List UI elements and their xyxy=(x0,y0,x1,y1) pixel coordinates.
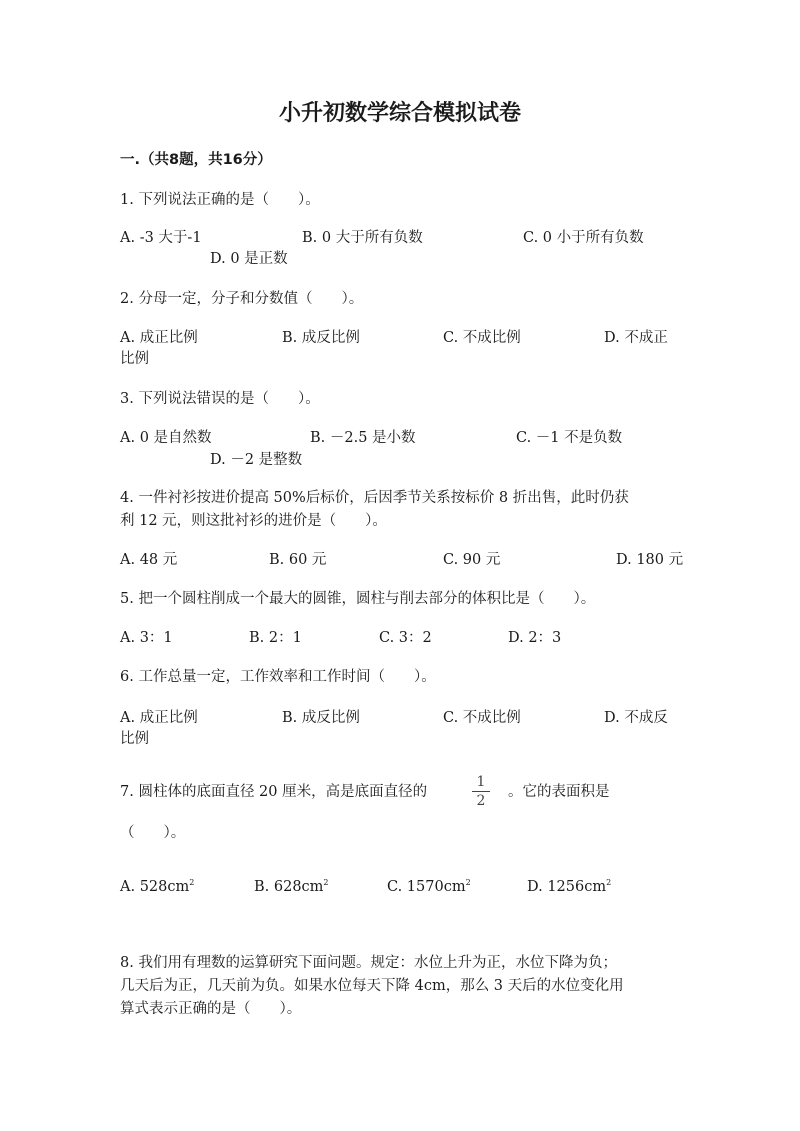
question-1-option-b: B. 0 大于所有负数 xyxy=(302,230,423,246)
question-4-stem-line-2: 利 12 元，则这批衬衫的进价是（ ）。 xyxy=(120,513,387,529)
question-4-option-c: C. 90 元 xyxy=(443,552,501,568)
question-2-stem: 2. 分母一定，分子和分数值（ ）。 xyxy=(120,291,364,307)
question-3-option-c: C. －1 不是负数 xyxy=(516,430,623,446)
question-5-option-b: B. 2：1 xyxy=(249,630,302,646)
question-5-stem: 5. 把一个圆柱削成一个最大的圆锥，圆柱与削去部分的体积比是（ ）。 xyxy=(120,591,596,607)
question-5-option-d: D. 2：3 xyxy=(508,630,562,646)
question-7-stem-start: 7. 圆柱体的底面直径 20 厘米，高是底面直径的 xyxy=(120,784,428,800)
fraction-denominator: 2 xyxy=(476,793,486,809)
fraction-one-half xyxy=(470,774,492,809)
question-3-option-d: D. －2 是整数 xyxy=(210,452,303,468)
question-2-option-c: C. 不成比例 xyxy=(443,330,521,346)
question-1-option-c: C. 0 小于所有负数 xyxy=(523,230,644,246)
fraction-bar xyxy=(472,791,490,792)
question-5-option-c: C. 3：2 xyxy=(379,630,432,646)
question-1-option-a: A. -3 大于-1 xyxy=(120,230,202,246)
question-8-stem-line-2: 几天后为正，几天前为负。如果水位每天下降 4cm，那么 3 天后的水位变化用 xyxy=(120,978,624,994)
question-6-option-d-cont: 比例 xyxy=(120,731,149,747)
question-5-option-a: A. 3：1 xyxy=(120,630,173,646)
question-7-option-d: D. $1256cm^2$ xyxy=(527,878,612,895)
question-8-stem-line-3: 算式表示正确的是（ ）。 xyxy=(120,1001,302,1017)
question-4-option-a: A. 48 元 xyxy=(120,552,178,568)
fraction-numerator: 1 xyxy=(476,774,486,790)
question-7-option-b: B. $628cm^2$ xyxy=(254,878,329,895)
question-6-option-c: C. 不成比例 xyxy=(443,710,521,726)
page-title: 小升初数学综合模拟试卷 xyxy=(278,101,521,126)
question-6-option-d: D. 不成反 xyxy=(604,710,668,726)
section-header: 一.（共8题，共16分） xyxy=(120,152,272,168)
question-3-option-b: B. －2.5 是小数 xyxy=(310,430,416,446)
question-6-option-b: B. 成反比例 xyxy=(282,710,360,726)
question-3-option-a: A. 0 是自然数 xyxy=(120,430,212,446)
question-2-option-b: B. 成反比例 xyxy=(282,330,360,346)
question-6-stem: 6. 工作总量一定，工作效率和工作时间（ ）。 xyxy=(120,669,436,685)
question-7-option-c: C. $1570cm^2$ xyxy=(387,878,471,895)
question-2-option-d: D. 不成正 xyxy=(604,330,668,346)
question-2-option-a: A. 成正比例 xyxy=(120,330,198,346)
question-7-option-a: A. $528cm^2$ xyxy=(120,878,195,895)
question-1-option-d: D. 0 是正数 xyxy=(210,251,288,267)
question-7-stem-end: 。它的表面积是 xyxy=(508,784,610,800)
question-4-option-d: D. 180 元 xyxy=(616,552,684,568)
question-1-stem: 1. 下列说法正确的是（ ）。 xyxy=(120,192,320,208)
question-7-stem-line-2: （ ）。 xyxy=(120,825,186,841)
question-4-option-b: B. 60 元 xyxy=(269,552,327,568)
question-6-option-a: A. 成正比例 xyxy=(120,710,198,726)
question-4-stem-line-1: 4. 一件衬衫按进价提高 50%后标价，后因季节关系按标价 8 折出售，此时仍获 xyxy=(120,490,629,506)
question-8-stem-line-1: 8. 我们用有理数的运算研究下面问题。规定：水位上升为正，水位下降为负； xyxy=(120,955,617,971)
question-2-option-d-cont: 比例 xyxy=(120,351,149,367)
question-3-stem: 3. 下列说法错误的是（ ）。 xyxy=(120,391,320,407)
